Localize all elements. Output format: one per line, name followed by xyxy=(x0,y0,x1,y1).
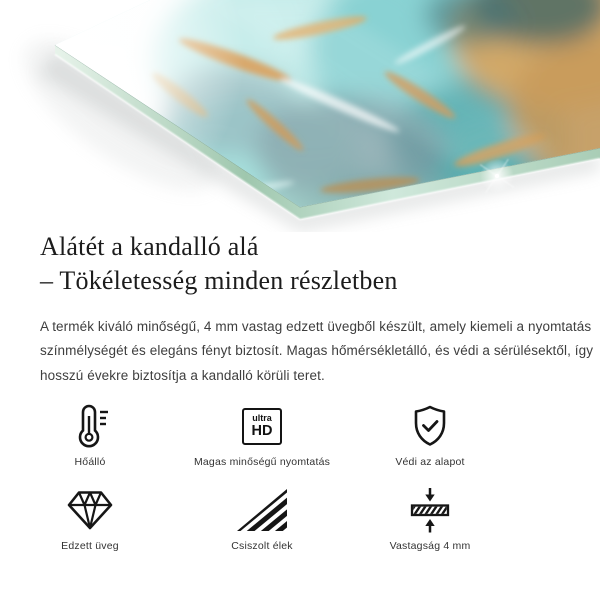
feature-polished-edges xyxy=(177,486,347,552)
product-image xyxy=(0,0,600,232)
ultra-hd-icon-text-bottom: HD xyxy=(251,422,273,439)
feature-label: Magas minőségű nyomtatás xyxy=(193,456,331,468)
feature-label: Hőálló xyxy=(74,456,106,468)
feature-label: Edzett üveg xyxy=(61,540,119,552)
page-title-line1: Alátét a kandalló alá xyxy=(40,232,259,261)
product-description xyxy=(40,315,593,388)
feature-base-protection xyxy=(345,402,515,468)
page-title xyxy=(40,230,398,298)
thickness-icon xyxy=(406,486,454,534)
feature-tempered-glass xyxy=(5,486,175,552)
feature-label: Csiszolt élek xyxy=(231,540,293,552)
diamond-icon xyxy=(66,486,114,534)
shield-check-icon xyxy=(406,402,454,450)
ultra-hd-icon xyxy=(242,402,282,450)
feature-thickness xyxy=(345,486,515,552)
polished-edges-icon xyxy=(236,486,288,534)
thermometer-icon xyxy=(66,402,114,450)
description-line: színmélységét és elegáns fényt biztosít. Magas hőmérsékletálló, és védi a sérülésektől, így xyxy=(40,343,594,359)
description-line: A termék kiváló minőségű, 4 mm vastag edzett üvegből készült, amely kiemeli a nyomtatás xyxy=(40,319,592,334)
feature-label: Védi az alapot xyxy=(395,456,465,468)
description-line: hosszú évekre biztosítja a kandalló körüli teret. xyxy=(40,367,325,383)
feature-label: Vastagság 4 mm xyxy=(389,540,471,552)
feature-print-quality xyxy=(177,402,347,468)
feature-heat-resistant xyxy=(5,402,175,468)
ultra-hd-icon-text-top: ultra xyxy=(252,412,272,423)
page-title-line2: – Tökéletesség minden részletben xyxy=(40,266,398,295)
